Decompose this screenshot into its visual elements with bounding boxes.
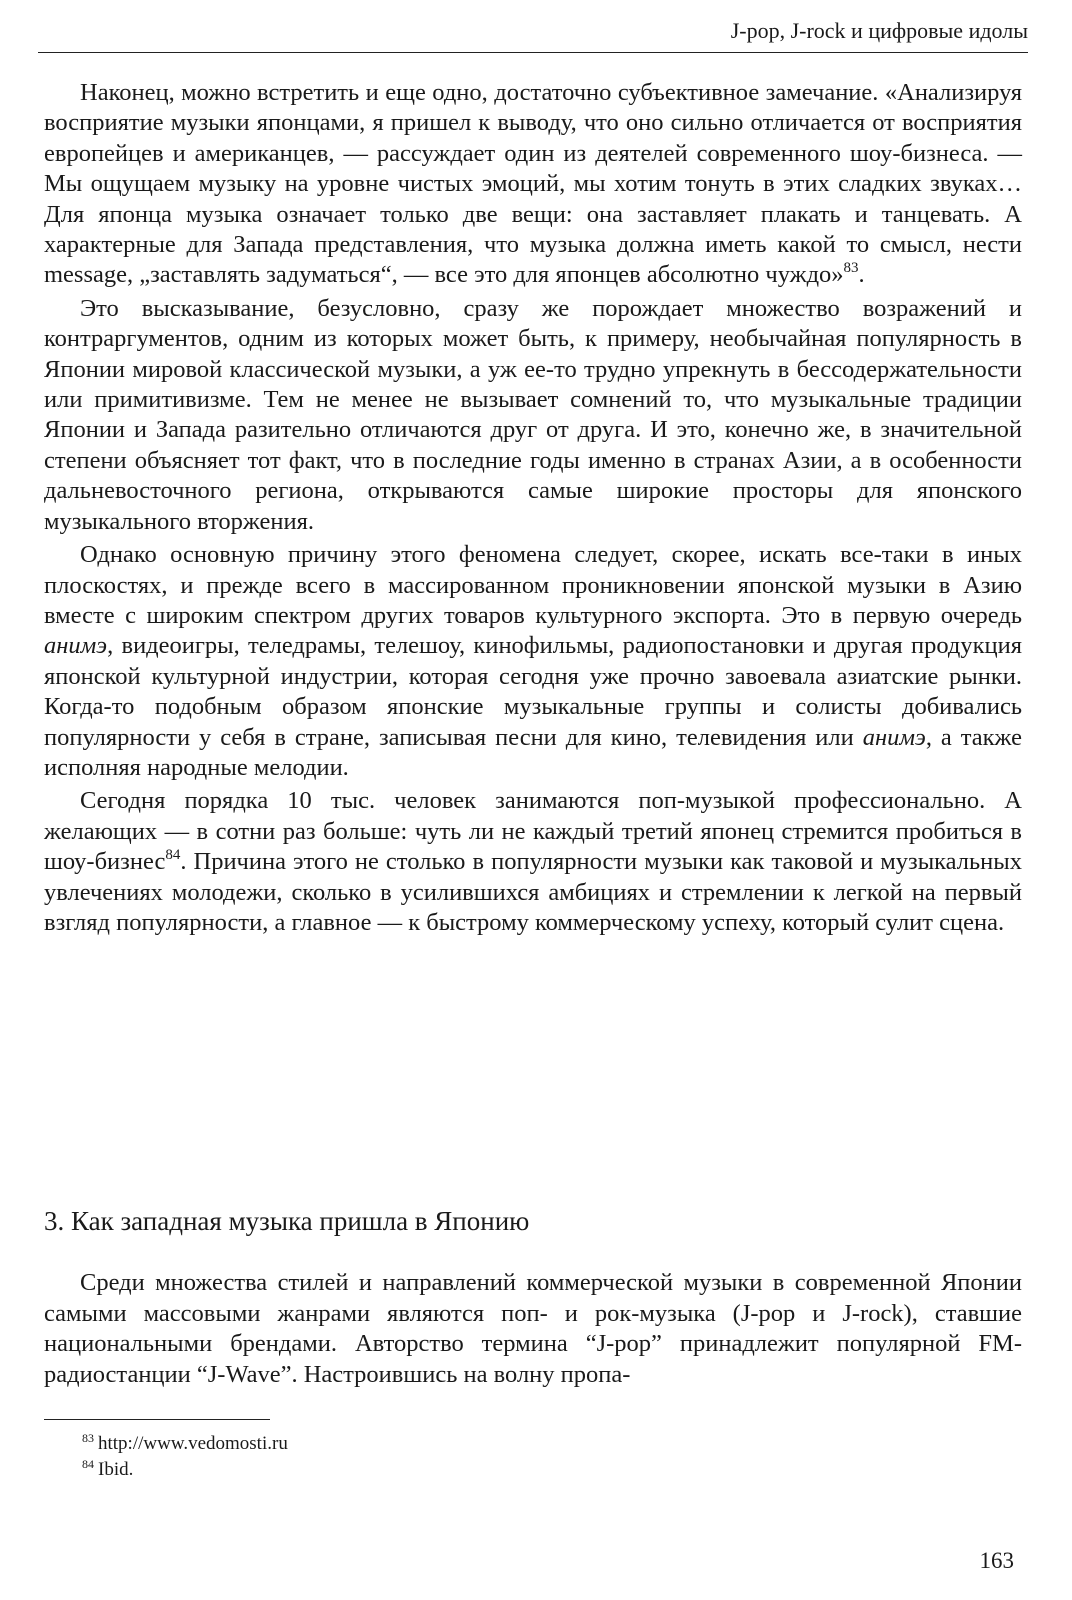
paragraph-1 (44, 78, 1022, 291)
section-text (44, 1268, 1022, 1390)
paragraph-3 (44, 540, 1022, 783)
footnote-83 (82, 1431, 288, 1457)
emphasis-term: анимэ (862, 723, 926, 751)
footnote-number: 84 (82, 1457, 94, 1471)
footnote-divider (44, 1419, 270, 1420)
paragraph-text: Сегодня порядка 10 тыс. человек занимаются поп-музыкой профессионально. А желающих — в сотни раз больше: чуть ли не каждый третий японец стремится пробиться в шоу-бизнес (44, 787, 1022, 876)
footnote-number: 83 (82, 1431, 94, 1445)
emphasis-term: анимэ (44, 632, 108, 660)
section-heading: 3. Как западная музыка пришла в Японию (44, 1206, 530, 1236)
body-text (44, 78, 1022, 938)
footnote-ref-84[interactable]: 84 (165, 847, 181, 864)
paragraph-tail: . Причина этого не столько в популярности музыки как таковой и музыкальных увлечениях молодежи, сколько в усилившихся амбициях и стремлении к легкой на первый взгляд популярности, а главное — к быстрому коммерческому успеху, который сулит сцена. (44, 848, 1022, 936)
paragraph-text: , видеоигры, теледрамы, телешоу, кинофильмы, радиопостановки и другая продукция японской культурной индустрии, которая сегодня уже прочно завоевала азиатские рынки. Когда-то подобным образом японские музыкальные группы и солисты добивались популярности у себя в стране, записывая песни для кино, телевидения или (44, 632, 1022, 751)
paragraph-tail: . (858, 261, 865, 289)
running-head: J-pop, J-rock и цифровые идолы (38, 18, 1028, 53)
paragraph-text: Наконец, можно встретить и еще одно, достаточно субъективное замечание. «Анализируя восприятие музыки японцами, я пришел к выводу, что оно сильно отличается от восприятия европейцев и американцев, — рассуждает один из деятелей современного шоу-бизнеса. — Мы ощущаем музыку на уровне чистых эмоций, мы хотим тонуть в этих сладких звуках… Для японца музыка означает только две вещи: она заставляет плакать и танцевать. А характерные для Запада представления, что музыка должна иметь какой то смысл, нести message, „заставлять задуматься“, — все это для японцев абсолютно чуждо» (44, 79, 1022, 289)
footnote-link[interactable]: http://www.vedomosti.ru (98, 1433, 288, 1454)
footnotes (82, 1431, 288, 1483)
section-paragraph: Среди множества стилей и направлений коммерческой музыки в современной Японии самыми массовыми жанрами являются поп- и рок-музыка (J-pop и J-rock), ставшие национальными брендами. Авторство термина “J-pop” принадлежит популярной FM-радиостанции “J-Wave”. Настроившись на волну пропа- (44, 1269, 1022, 1388)
paragraph-4 (44, 786, 1022, 938)
paragraph-text: Однако основную причину этого феномена следует, скорее, искать все-таки в иных плоскостях, и прежде всего в массированном проникновении японской музыки в Азию вместе с широким спектром других товаров культурного экспорта. Это в первую очередь (44, 541, 1022, 629)
page-number: 163 (979, 1548, 1014, 1573)
footnote-text: Ibid. (98, 1459, 134, 1480)
footnote-ref-83[interactable]: 83 (843, 260, 859, 277)
paragraph-2: Это высказывание, безусловно, сразу же порождает множество возражений и контраргументов, одним из которых может быть, к примеру, необычайная популярность в Японии мировой классической музыки, а уж ее-то трудно упрекнуть в бессодержательности или примитивизме. Тем не менее не вызывает сомнений то, что музыкальные традиции Японии и Запада разительно отличаются друг от друга. И это, конечно же, в значительной степени объясняет тот факт, что в последние годы именно в странах Азии, а в особенности дальневосточного региона, открываются самые широкие просторы для японского музыкального вторжения. (44, 294, 1022, 535)
paragraph-text: , а также исполняя народные мелодии. (44, 723, 1022, 781)
footnote-84 (82, 1457, 288, 1483)
